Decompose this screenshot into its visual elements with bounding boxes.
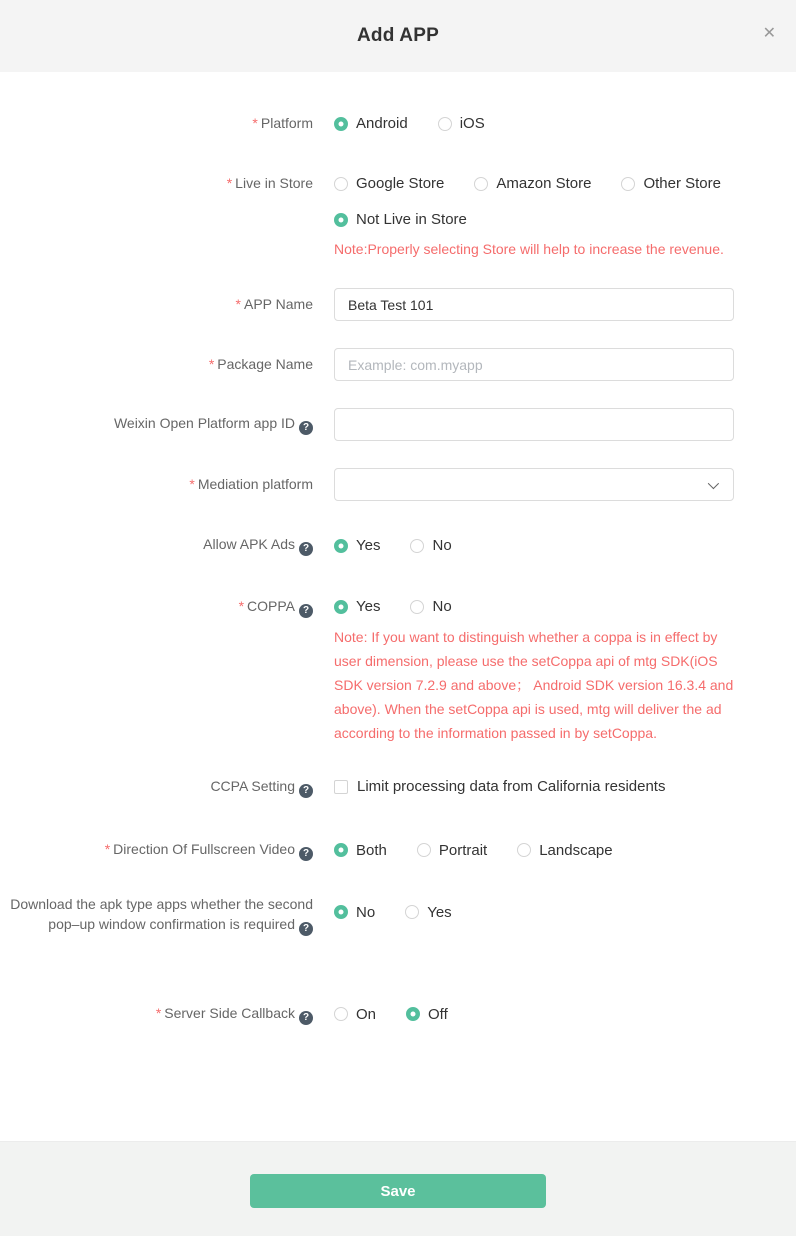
help-glyph: ? bbox=[302, 543, 310, 554]
radio-callback-off[interactable] bbox=[406, 1005, 448, 1024]
ccpa-control bbox=[334, 777, 734, 799]
row-app-name bbox=[0, 288, 796, 321]
ccpa-setting-label bbox=[0, 777, 313, 798]
row-download-confirmation bbox=[0, 894, 796, 936]
label-text: Live in Store bbox=[235, 175, 313, 191]
platform-label bbox=[0, 114, 313, 133]
help-glyph: ? bbox=[302, 847, 310, 859]
radio-label: Off bbox=[428, 1005, 448, 1023]
app-name-input[interactable] bbox=[334, 288, 734, 321]
required-asterisk: * bbox=[104, 840, 111, 857]
radio-android[interactable] bbox=[334, 114, 408, 133]
required-asterisk: * bbox=[235, 296, 241, 312]
store-options-row1 bbox=[334, 174, 734, 193]
row-fullscreen-direction bbox=[0, 840, 796, 861]
radio-amazon-store[interactable] bbox=[474, 174, 591, 193]
radio-coppa-no[interactable] bbox=[410, 597, 451, 616]
radio-download-no[interactable] bbox=[334, 903, 375, 922]
server-side-callback-options bbox=[334, 1005, 734, 1024]
radio-unchecked-icon bbox=[410, 539, 424, 553]
checkbox-unchecked-icon bbox=[334, 780, 348, 794]
label-text: Direction Of Fullscreen Video bbox=[113, 840, 295, 857]
row-allow-apk-ads bbox=[0, 535, 796, 556]
row-package-name bbox=[0, 348, 796, 381]
checkbox-label: Limit processing data from California residents bbox=[357, 778, 666, 795]
label-text: Package Name bbox=[217, 356, 313, 372]
weixin-app-id-input[interactable] bbox=[334, 408, 734, 441]
fullscreen-direction-options bbox=[334, 841, 734, 860]
radio-checked-icon bbox=[334, 539, 348, 553]
live-in-store-label bbox=[0, 174, 313, 193]
chevron-down-icon bbox=[708, 477, 719, 488]
app-name-control bbox=[334, 288, 734, 321]
radio-unchecked-icon bbox=[334, 177, 348, 191]
radio-label: Amazon Store bbox=[496, 175, 592, 192]
radio-download-yes[interactable] bbox=[405, 903, 451, 922]
radio-unchecked-icon bbox=[517, 843, 531, 857]
help-icon[interactable] bbox=[299, 542, 313, 556]
dialog-title: Add APP bbox=[357, 25, 439, 46]
package-name-label bbox=[0, 355, 313, 374]
package-name-input[interactable] bbox=[334, 348, 734, 381]
radio-label: Android bbox=[356, 115, 408, 132]
dialog-footer bbox=[0, 1141, 796, 1236]
radio-unchecked-icon bbox=[410, 600, 424, 614]
radio-unchecked-icon bbox=[417, 843, 431, 857]
row-ccpa-setting bbox=[0, 777, 796, 799]
weixin-app-id-label bbox=[0, 414, 313, 435]
radio-checked-icon bbox=[334, 117, 348, 131]
coppa-label bbox=[0, 597, 313, 618]
radio-coppa-yes[interactable] bbox=[334, 597, 380, 616]
allow-apk-ads-label bbox=[0, 535, 313, 556]
label-text: Weixin Open Platform app ID bbox=[113, 415, 295, 431]
weixin-app-id-control bbox=[334, 408, 734, 441]
row-server-side-callback bbox=[0, 1004, 796, 1025]
app-name-label bbox=[0, 295, 313, 314]
dialog-header bbox=[0, 0, 796, 72]
coppa-note: Note: If you want to distinguish whether a coppa is in effect by user dimension, please use the setCoppa api of mtg SDK(iOS SDK version 7.2.9 and above； Android SDK version 16.3.4 and above). When the setCoppa api is used, mtg will deliver the ad according to the information passed in by setCoppa. bbox=[334, 629, 734, 741]
required-asterisk: * bbox=[189, 476, 195, 492]
required-asterisk: * bbox=[252, 115, 258, 131]
radio-checked-icon bbox=[334, 843, 348, 857]
label-text: Server Side Callback bbox=[164, 1004, 295, 1021]
mediation-platform-label bbox=[0, 475, 313, 494]
server-side-callback-label bbox=[0, 1004, 313, 1025]
row-mediation-platform bbox=[0, 468, 796, 501]
required-asterisk: * bbox=[155, 1004, 162, 1021]
close-icon[interactable]: ✕ bbox=[762, 25, 776, 42]
label-text: APP Name bbox=[244, 296, 313, 312]
radio-label: Landscape bbox=[539, 841, 613, 859]
label-text: CCPA Setting bbox=[210, 778, 295, 795]
help-glyph: ? bbox=[302, 785, 310, 797]
radio-label: Yes bbox=[427, 903, 452, 921]
radio-label: Portrait bbox=[438, 841, 488, 859]
radio-unchecked-icon bbox=[405, 905, 419, 919]
help-icon[interactable] bbox=[299, 604, 313, 618]
radio-label: Google Store bbox=[356, 175, 445, 192]
radio-label: No bbox=[356, 903, 376, 921]
mediation-platform-control bbox=[334, 468, 734, 501]
radio-unchecked-icon bbox=[438, 117, 452, 131]
radio-direction-both[interactable] bbox=[334, 841, 387, 860]
label-text: Download the apk type apps whether the second pop–up window confirmation is required bbox=[10, 895, 313, 932]
row-coppa bbox=[0, 597, 796, 745]
radio-label: Yes bbox=[356, 537, 381, 554]
radio-checked-icon bbox=[406, 1007, 420, 1021]
help-icon[interactable] bbox=[299, 847, 313, 861]
help-glyph: ? bbox=[302, 922, 310, 934]
ccpa-checkbox[interactable] bbox=[334, 777, 665, 796]
radio-ios[interactable] bbox=[438, 114, 485, 133]
help-glyph: ? bbox=[302, 605, 310, 616]
help-icon[interactable] bbox=[299, 1011, 313, 1025]
radio-callback-on[interactable] bbox=[334, 1005, 376, 1024]
required-asterisk: * bbox=[208, 356, 215, 372]
label-text: COPPA bbox=[247, 598, 295, 614]
package-name-control bbox=[334, 348, 734, 381]
radio-unchecked-icon bbox=[334, 1007, 348, 1021]
allow-apk-ads-options bbox=[334, 536, 734, 555]
store-options-row2 bbox=[334, 210, 734, 229]
radio-label: On bbox=[356, 1005, 377, 1023]
save-button[interactable]: Save bbox=[250, 1174, 546, 1208]
required-asterisk: * bbox=[226, 175, 233, 191]
help-icon[interactable] bbox=[299, 784, 313, 798]
radio-direction-landscape[interactable] bbox=[517, 841, 612, 860]
radio-label: No bbox=[432, 598, 452, 615]
label-text: Allow APK Ads bbox=[203, 536, 295, 552]
row-platform bbox=[0, 114, 796, 133]
radio-google-store[interactable] bbox=[334, 174, 444, 193]
help-icon[interactable] bbox=[299, 922, 313, 936]
radio-not-live-in-store[interactable] bbox=[334, 210, 467, 229]
fullscreen-direction-label bbox=[0, 840, 313, 861]
live-in-store-options bbox=[334, 174, 734, 260]
radio-label: iOS bbox=[459, 115, 485, 132]
radio-label: No bbox=[432, 537, 452, 554]
label-text: Mediation platform bbox=[197, 476, 313, 492]
coppa-options bbox=[334, 597, 734, 616]
coppa-control bbox=[334, 597, 734, 745]
radio-direction-portrait[interactable] bbox=[417, 841, 487, 860]
store-note: Note:Properly selecting Store will help to increase the revenue. bbox=[334, 241, 724, 257]
radio-label: Other Store bbox=[643, 175, 721, 192]
mediation-platform-select[interactable] bbox=[334, 468, 734, 501]
radio-unchecked-icon bbox=[474, 177, 488, 191]
radio-checked-icon bbox=[334, 905, 348, 919]
row-live-in-store bbox=[0, 174, 796, 260]
dialog-body bbox=[0, 72, 796, 1141]
row-weixin-app-id bbox=[0, 408, 796, 441]
download-confirmation-options bbox=[334, 903, 734, 922]
help-glyph: ? bbox=[302, 1011, 310, 1023]
help-glyph: ? bbox=[302, 422, 310, 433]
radio-label: Both bbox=[356, 841, 387, 859]
radio-other-store[interactable] bbox=[621, 174, 721, 193]
radio-unchecked-icon bbox=[621, 177, 635, 191]
radio-checked-icon bbox=[334, 213, 348, 227]
radio-label: Not Live in Store bbox=[356, 211, 467, 228]
radio-label: Yes bbox=[356, 598, 381, 615]
label-text: Platform bbox=[260, 115, 313, 131]
download-confirmation-label bbox=[0, 894, 313, 936]
radio-apk-ads-yes[interactable] bbox=[334, 536, 380, 555]
help-icon[interactable] bbox=[299, 421, 313, 435]
radio-apk-ads-no[interactable] bbox=[410, 536, 451, 555]
required-asterisk: * bbox=[238, 598, 245, 614]
radio-checked-icon bbox=[334, 600, 348, 614]
platform-options bbox=[334, 114, 734, 133]
